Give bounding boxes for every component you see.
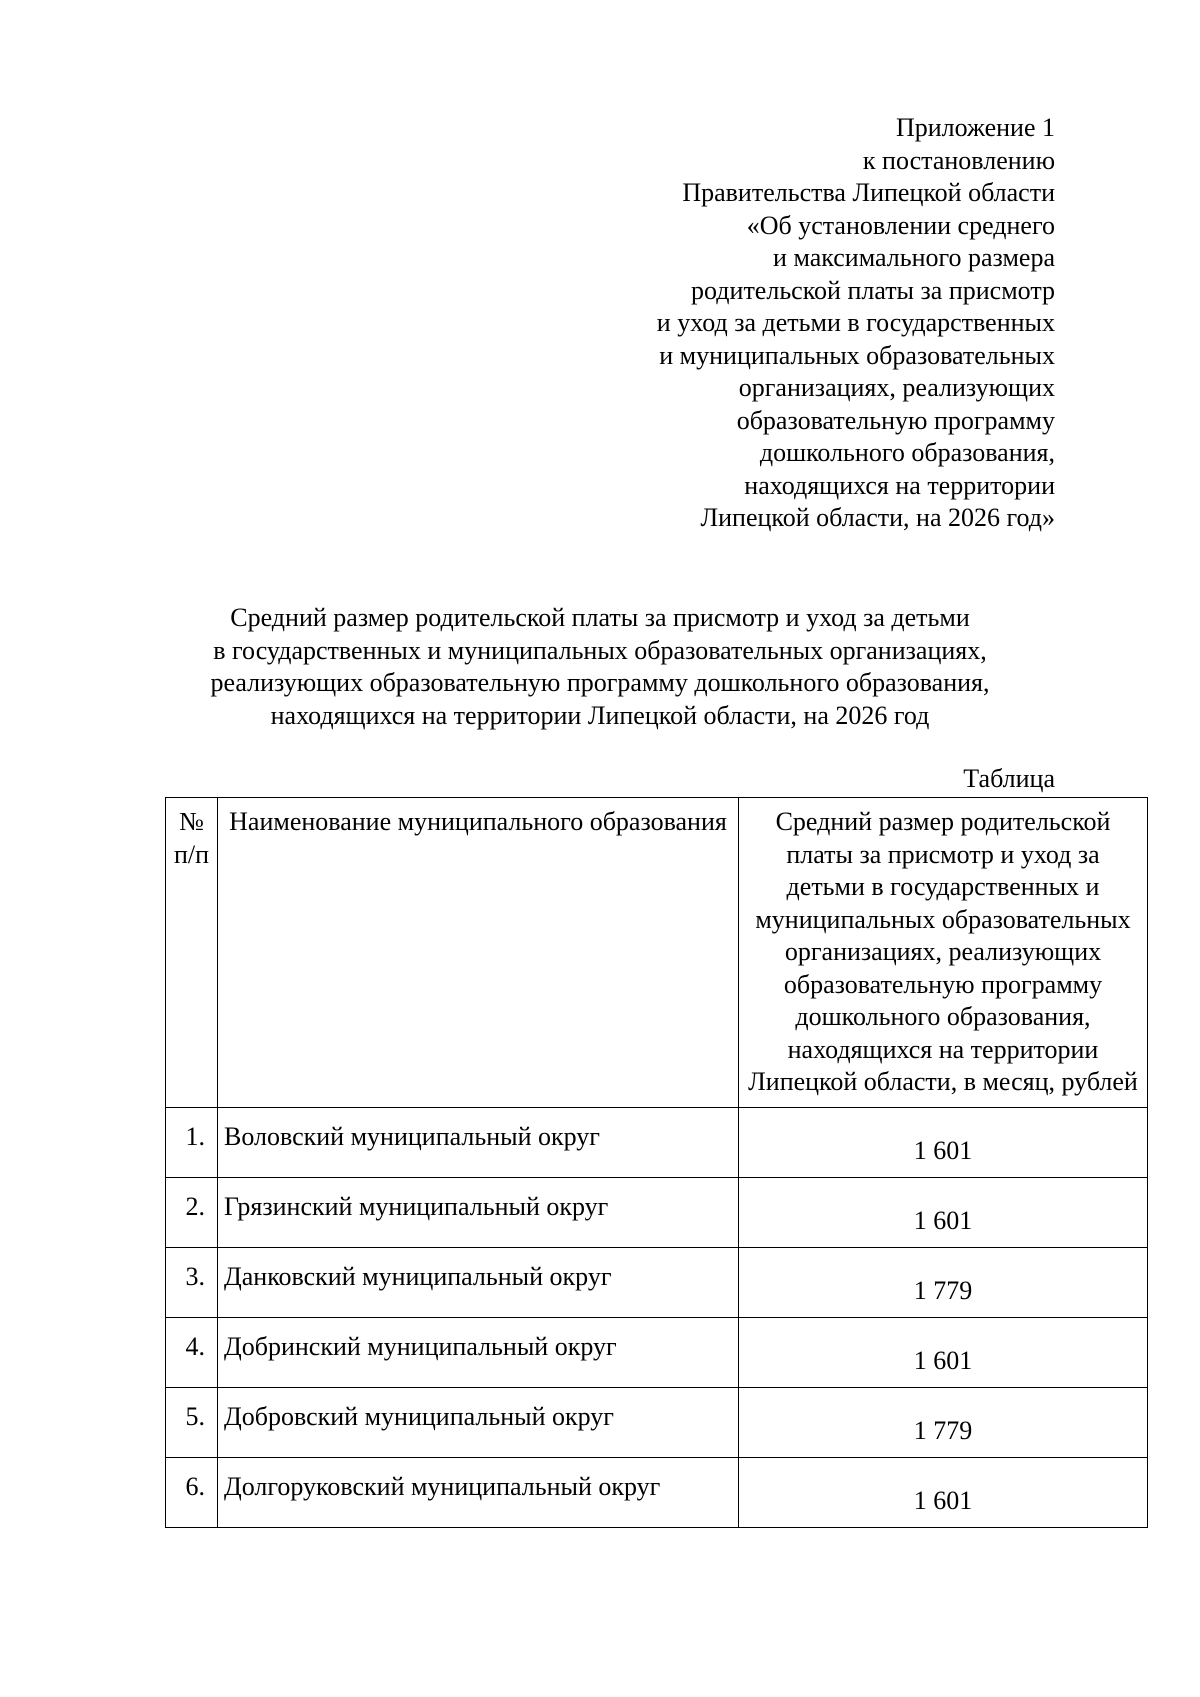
table-caption: Таблица	[963, 764, 1055, 793]
header-number-pp: п/п	[173, 839, 210, 869]
title-line: в государственных и муниципальных образовательных организациях,	[213, 635, 987, 665]
title-line: находящихся на территории Липецкой области, на 2026 год	[270, 700, 930, 730]
appendix-line: и уход за детьми в государственных	[656, 308, 1055, 337]
appendix-line: образовательную программу	[736, 405, 1055, 435]
appendix-line: Липецкой области, на 2026 год»	[700, 503, 1055, 532]
table-header-row	[166, 798, 1148, 1108]
row-average-fee: 1 601	[739, 1177, 1148, 1247]
row-average-fee: 1 601	[739, 1107, 1148, 1177]
row-average-fee: 1 601	[739, 1317, 1148, 1387]
row-number: 5.	[166, 1387, 218, 1457]
appendix-line: к постановлению	[862, 145, 1055, 175]
appendix-line: Правительства Липецкой области	[682, 178, 1055, 207]
appendix-line: дошкольного образования,	[759, 438, 1055, 467]
document-title	[145, 602, 1055, 732]
header-municipality: Наименование муниципального образования	[218, 798, 739, 1108]
table-row	[166, 1177, 1148, 1247]
table-row	[166, 1457, 1148, 1527]
appendix-line: находящихся на территории	[744, 470, 1055, 500]
row-number: 1.	[166, 1107, 218, 1177]
row-average-fee: 1 601	[739, 1457, 1148, 1527]
row-number: 4.	[166, 1317, 218, 1387]
appendix-line: «Об установлении среднего	[746, 210, 1055, 240]
header-number-sign: №	[179, 807, 204, 836]
table-row	[166, 1317, 1148, 1387]
fees-table	[165, 797, 1148, 1528]
row-average-fee: 1 779	[739, 1387, 1148, 1457]
appendix-line: и муниципальных образовательных	[659, 340, 1055, 370]
row-municipality: Грязинский муниципальный округ	[218, 1177, 739, 1247]
table-row	[166, 1247, 1148, 1317]
appendix-line: организациях, реализующих	[738, 373, 1055, 402]
row-municipality: Долгоруковский муниципальный округ	[218, 1457, 739, 1527]
header-average-fee: Средний размер родительской платы за присмотр и уход за детьми в государственных и муниципальных образовательных организациях, реализующих образовательную программу дошкольного образования, находящихся на территории Липецкой области, в месяц, рублей	[739, 798, 1148, 1108]
row-municipality: Добринский муниципальный округ	[218, 1317, 739, 1387]
row-number: 6.	[166, 1457, 218, 1527]
table-row	[166, 1107, 1148, 1177]
table-row	[166, 1387, 1148, 1457]
row-number: 3.	[166, 1247, 218, 1317]
row-municipality: Данковский муниципальный округ	[218, 1247, 739, 1317]
header-number	[166, 798, 218, 1108]
row-number: 2.	[166, 1177, 218, 1247]
row-municipality: Воловский муниципальный округ	[218, 1107, 739, 1177]
appendix-line: Приложение 1	[895, 113, 1055, 142]
title-line: Средний размер родительской платы за присмотр и уход за детьми	[230, 603, 970, 632]
appendix-line: родительской платы за присмотр	[691, 275, 1055, 305]
title-line: реализующих образовательную программу дошкольного образования,	[210, 668, 990, 697]
appendix-line: и максимального размера	[773, 243, 1055, 272]
row-average-fee: 1 779	[739, 1247, 1148, 1317]
appendix-header	[495, 112, 1055, 535]
row-municipality: Добровский муниципальный округ	[218, 1387, 739, 1457]
